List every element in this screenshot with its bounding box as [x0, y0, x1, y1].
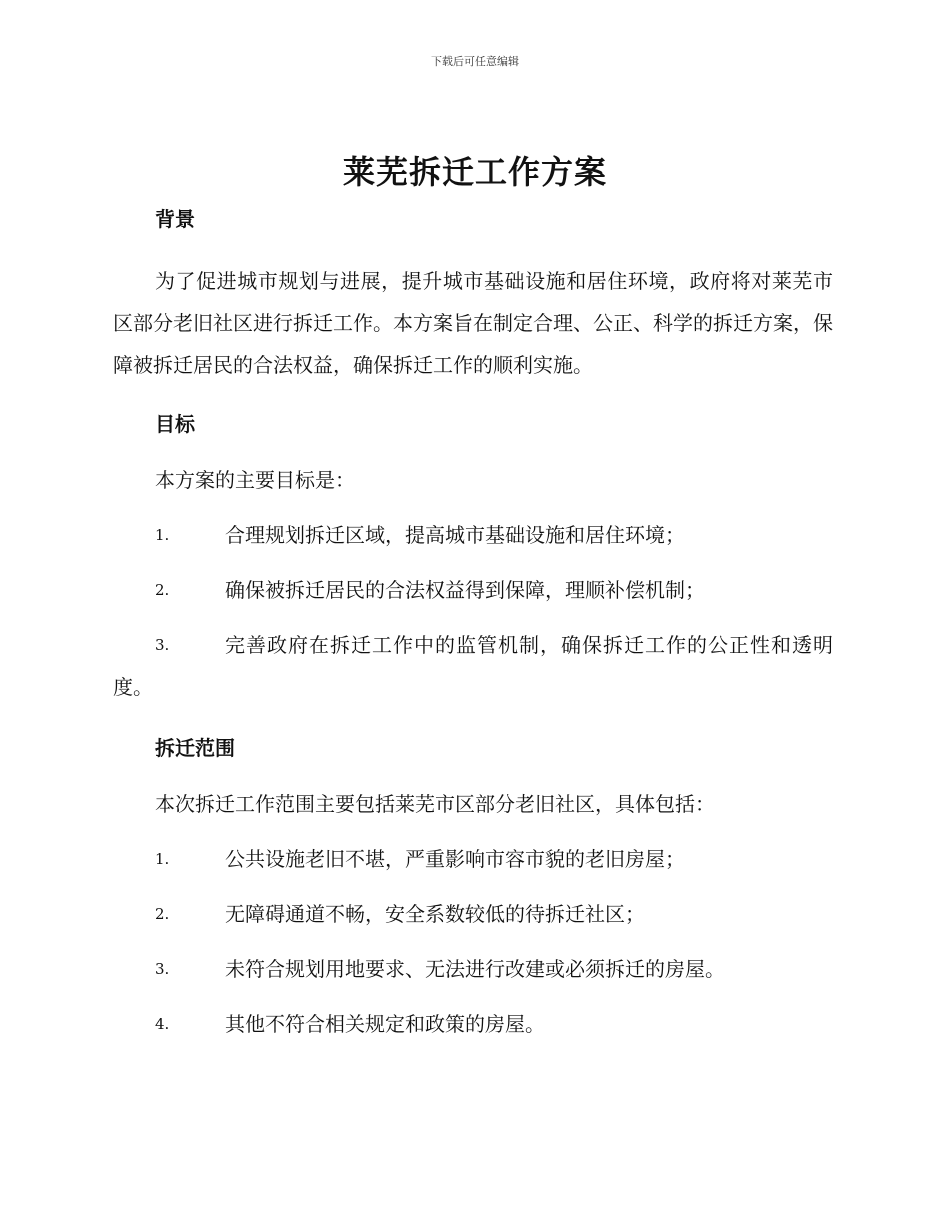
list-item-text: 确保被拆迁居民的合法权益得到保障，理顺补偿机制； — [225, 578, 705, 602]
goals-intro: 本方案的主要目标是： — [155, 468, 355, 492]
list-item-text: 无障碍通道不畅，安全系数较低的待拆迁社区； — [225, 902, 645, 926]
list-number: 2. — [155, 905, 170, 923]
list-number: 1. — [155, 850, 170, 868]
section-heading-scope: 拆迁范围 — [155, 736, 235, 760]
list-number: 1. — [155, 526, 170, 544]
list-item — [113, 624, 833, 708]
document-title: 莱芜拆迁工作方案 — [342, 153, 607, 191]
list-item-text: 公共设施老旧不堪，严重影响市容市貌的老旧房屋； — [225, 847, 685, 871]
scope-intro: 本次拆迁工作范围主要包括莱芜市区部分老旧社区，具体包括： — [155, 792, 715, 816]
list-item — [113, 948, 833, 990]
list-item-text: 其他不符合相关规定和政策的房屋。 — [225, 1012, 545, 1036]
list-item-text: 合理规划拆迁区域，提高城市基础设施和居住环境； — [225, 523, 685, 547]
list-number: 3. — [155, 960, 170, 978]
list-number: 3. — [155, 636, 170, 654]
section-heading-background: 背景 — [155, 207, 195, 231]
list-item-text: 未符合规划用地要求、无法进行改建或必须拆迁的房屋。 — [225, 957, 725, 981]
section-heading-goals: 目标 — [155, 412, 195, 436]
background-paragraph: 为了促进城市规划与进展，提升城市基础设施和居住环境，政府将对莱芜市区部分老旧社区进行拆迁工作。本方案旨在制定合理、公正、科学的拆迁方案，保障被拆迁居民的合法权益，确保拆迁工作的顺利实施。 — [113, 269, 833, 377]
list-number: 2. — [155, 581, 170, 599]
list-number: 4. — [155, 1015, 170, 1033]
list-item — [113, 569, 833, 611]
list-item-text: 完善政府在拆迁工作中的监管机制，确保拆迁工作的公正性和透明度。 — [113, 633, 833, 699]
list-item — [113, 893, 833, 935]
list-item — [113, 1003, 833, 1045]
list-item — [113, 514, 833, 556]
page-header-note: 下载后可任意编辑 — [431, 55, 519, 68]
list-item — [113, 838, 833, 880]
document-body — [113, 200, 833, 1045]
